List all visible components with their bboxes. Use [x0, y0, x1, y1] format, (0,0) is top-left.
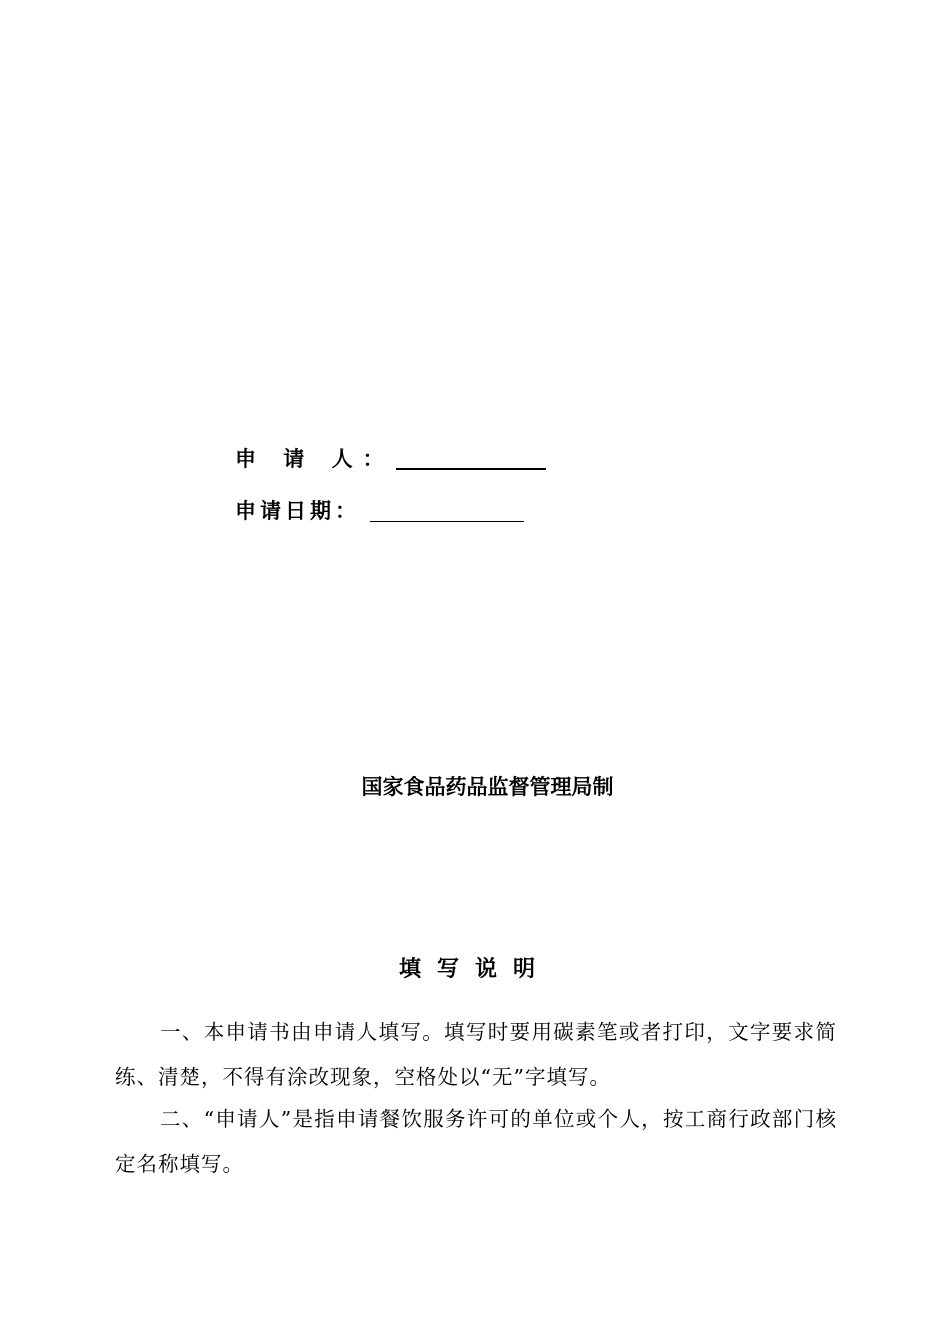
instruction-item: 一、本申请书由申请人填写。填写时要用碳素笔或者打印，文字要求简练、清楚，不得有涂改现象，空格处以“无”字填写。 — [115, 1020, 837, 1089]
applicant-blank-line[interactable] — [396, 467, 546, 470]
applicant-label: 申 请 人： — [235, 447, 394, 471]
application-date-label: 申请日期： — [235, 499, 360, 523]
instructions-title: 填写说明 — [398, 957, 551, 982]
applicant-field — [235, 446, 546, 472]
application-date-blank-line[interactable] — [370, 520, 524, 522]
issuing-authority: 国家食品药品监督管理局制 — [361, 775, 614, 799]
application-date-field — [235, 498, 524, 524]
instruction-item: 二、“申请人”是指申请餐饮服务许可的单位或个人，按工商行政部门核定名称填写。 — [115, 1107, 837, 1176]
